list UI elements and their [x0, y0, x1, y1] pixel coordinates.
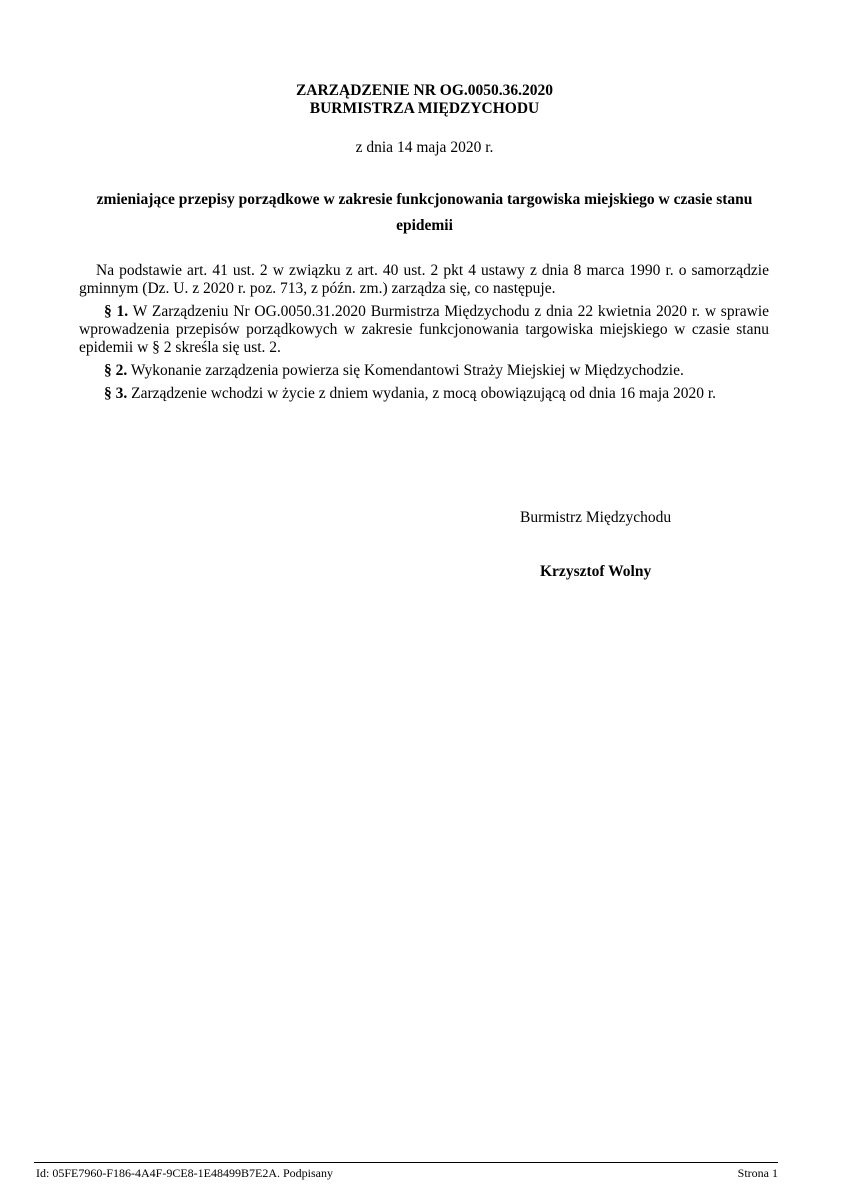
document-body: [79, 262, 769, 408]
section-1-paragraph: [79, 303, 769, 357]
intro-paragraph: Na podstawie art. 41 ust. 2 w związku z art. 40 ust. 2 pkt 4 ustawy z dnia 8 marca 1990 r. o samorządzie gminnym (Dz. U. z 2020 r. poz. 713, z późn. zm.) zarządza się, co następuje.: [79, 262, 769, 297]
section-3-text: Zarządzenie wchodzi w życie z dniem wydania, z mocą obowiązującą od dnia 16 maja 2020 r.: [131, 385, 717, 402]
section-1-text: W Zarządzeniu Nr OG.0050.31.2020 Burmistrza Międzychodu z dnia 22 kwietnia 2020 r. w sprawie wprowadzenia przepisów porządkowych w zakresie funkcjonowania targowiska miejskiego w czasie stanu epidemii w § 2 skreśla się ust. 2.: [79, 303, 770, 356]
document-subject: zmieniające przepisy porządkowe w zakresie funkcjonowania targowiska miejskiego w czasie stanu epidemii: [96, 191, 753, 234]
footer-page-number: Strona 1: [737, 1166, 778, 1180]
document-title: [0, 82, 849, 118]
signatory-title: Burmistrz Międzychodu: [520, 509, 672, 526]
footer-divider: [34, 1162, 778, 1163]
title-line-2: BURMISTRZA MIĘDZYCHODU: [309, 100, 540, 117]
document-date: z dnia 14 maja 2020 r.: [355, 139, 494, 156]
section-1-label: § 1.: [104, 303, 129, 320]
footer-document-id: Id: 05FE7960-F186-4A4F-9CE8-1E48499B7E2A. Podpisany: [36, 1166, 333, 1180]
section-2-paragraph: [79, 362, 769, 380]
section-2-label: § 2.: [104, 362, 128, 379]
title-line-1: ZARZĄDZENIE NR OG.0050.36.2020: [295, 82, 554, 99]
section-2-text: Wykonanie zarządzenia powierza się Komendantowi Straży Miejskiej w Międzychodzie.: [130, 362, 684, 379]
signatory-name: Krzysztof Wolny: [540, 563, 652, 580]
section-3-paragraph: [79, 385, 769, 403]
section-3-label: § 3.: [104, 385, 128, 402]
